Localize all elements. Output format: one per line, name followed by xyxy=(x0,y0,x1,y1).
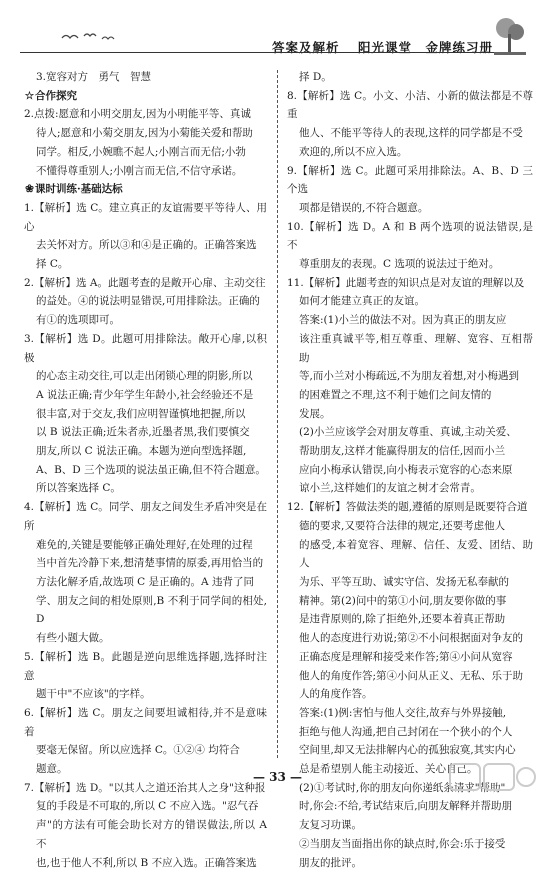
answer-line: 3.宽容对方 勇气 智慧 xyxy=(36,71,152,83)
question-4: 4.【解析】选 C。同学、朋友之间发生矛盾冲突是在所 难免的,关键是要能够正确处理好,在处理的过程 当中首先冷静下来,想清楚事情的原委,再用恰当的 方法化解矛盾,故选项 C 是正确的。A 违背了同 学、朋友之间的相处原则,B 不利于同学间的相处,D 有些小题大做。 xyxy=(24,501,267,645)
section-title-practice: ❀课时训练·基础达标 xyxy=(24,180,267,199)
question-5: 5.【解析】选 B。此题是逆向思维选择题,选择时注意 题干中"不应该"的字样。 xyxy=(24,650,267,701)
question-6: 6.【解析】选 C。朋友之间要坦诚相待,并不是意味着 要毫无保留。所以应选择 C。①②④ 均符合 题意。 xyxy=(24,706,267,776)
header-rule xyxy=(20,52,495,53)
tree-icon xyxy=(490,14,530,56)
point-text: 2.点拨:愿意和小明交朋友,因为小明能平等、真诚 待人;愿意和小菊交朋友,因为小菊能关爱和帮助 同学。相反,小婉瞧不起人;小刚言而无信;小勃 不懂得尊重别人;小刚言而无信,不信守承诺。 xyxy=(24,108,253,177)
column-divider xyxy=(277,70,278,758)
page-number: — 33 — xyxy=(252,770,303,784)
page-header xyxy=(20,14,535,62)
section-title-cooperation: ☆合作探究 xyxy=(24,87,267,106)
question-3: 3.【解析】选 D。此题可用排除法。敞开心扉,以积极 的心态主动交往,可以走出闭锁心理的阴影,所以 A 说法正确;青少年学生年龄小,社会经验还不是 很丰富,对于交友,我们应明智谨慎地把握,所以 以 B 说法正确;近朱者赤,近墨者黑,我们要慎交 朋友,所以 C 说法正确。本题为逆向型选择题, A、B、D 三个选项的说法虽正确,但不符合题意。 所以答案选择 C。 xyxy=(24,332,267,495)
watermark-logo xyxy=(448,760,538,794)
question-7: 7.【解析】选 D。"以其人之道还治其人之身"这种报 复的手段是不可取的,所以 C 不应入选。"忍气吞 声"的方法有可能会助长对方的错误做法,所以 A 不 也,也于他人不利,所以 B 不应入选。正确答案选 xyxy=(24,781,267,869)
question-8: 8.【解析】选 C。小文、小洁、小新的做法都是不尊重 他人、不能平等待人的表现,这样的同学都是不受 欢迎的,所以不应入选。 xyxy=(287,89,533,158)
flower-icon: ❀ xyxy=(25,183,34,196)
question-10: 10.【解析】选 D。A 和 B 两个选项的说法错误,是不 尊重朋友的表现。C 选项的说法过于绝对。 xyxy=(287,220,533,271)
continuation-line: 择 D。 xyxy=(299,71,332,83)
question-1: 1.【解析】选 C。建立真正的友谊需要平等待人、用心 去关怀对方。所以③和④是正确的。正确答案选 择 C。 xyxy=(24,201,267,271)
star-icon: ☆ xyxy=(24,89,35,102)
right-column xyxy=(287,68,533,872)
question-2: 2.【解析】选 A。此题考查的是敞开心扉、主动交往 的益处。④的说法明显错误,可用排除法。正确的 有①的选项即可。 xyxy=(24,276,266,327)
question-9: 9.【解析】选 C。此题可采用排除法。A、B、D 三个选 项都是错误的,不符合题意。 xyxy=(287,164,533,214)
header-title: 答案及解析 xyxy=(272,40,340,55)
question-11: 11.【解析】此题考查的知识点是对友谊的理解以及 如何才能建立真正的友谊。 答案:(1)小兰的做法不对。因为真正的朋友应 该注重真诚平等,相互尊重、理解、宽容、互相帮助 等,而小兰对小梅疏远,不为朋友着想,对小梅遇到 的困难置之不理,这不利于她们之间友情的 发展。 (2)小兰应该学会对朋友尊重、真诚,主动关爱、 帮助朋友,这样才能赢得朋友的信任,因而小兰 应向小梅承认错误,向小梅表示宽容的心态来原 谅小兰,这样她们的友谊之树才会常青。 xyxy=(287,276,533,495)
header-brand: 阳光课堂 金牌练习册 xyxy=(358,40,494,55)
birds-icon xyxy=(60,30,120,44)
question-12: 12.【解析】答做法类的题,遵循的原则是既要符合道 德的要求,又要符合法律的规定,还要考虑他人 的感受,本着宽容、理解、信任、友爱、团结、助人 为乐、平等互助、诚实守信、发扬无私奉献的 精神。第(2)问中的第①小问,朋友要你做的事 是违背原则的,除了拒绝外,还要本着真正帮助 他人的态度进行劝说;第②不小问根据面对争友的 正确态度是理解和接受来作答;第④小问从宽容 他人的角度作答;第④小问从正义、无私、乐于助 人的角度作答。 答案:(1)例:害怕与他人交往,故弃与外界接触, 拒绝与他人沟通,把自己封闭在一个狭小的个人 空间里,却又无法排解内心的孤独寂寞,其实内心 总是希望别人能主动接近、关心自己。 (2)①考试时,你的朋友向你递纸条请求"帮助" 时,你会:不给,考试结束后,向朋友解释并帮助朋 友复习功课。 ②当朋友当面指出你的缺点时,你会:乐于接受 朋友的批评。 xyxy=(287,501,533,869)
left-column xyxy=(24,68,267,872)
